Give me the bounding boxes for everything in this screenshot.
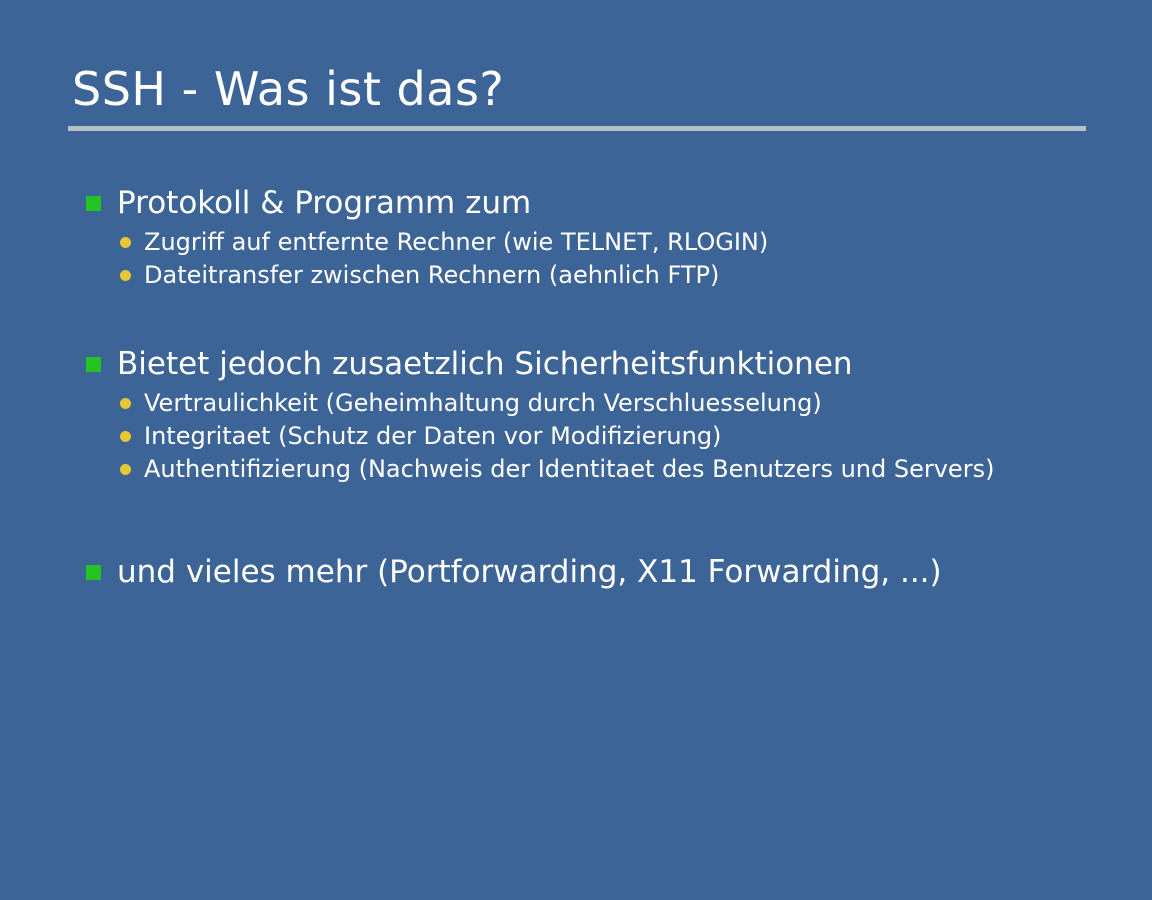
bullet-level1 — [86, 185, 1096, 222]
group-spacer — [86, 316, 1096, 346]
bullet-level1-label: Bietet jedoch zusaetzlich Sicherheitsfunktionen — [117, 346, 853, 383]
bullet-group-1 — [86, 185, 1096, 290]
bullet-level2 — [120, 455, 1096, 484]
bullet-level1 — [86, 346, 1096, 383]
bullet-level2 — [120, 228, 1096, 257]
dot-bullet-icon — [120, 431, 131, 442]
bullet-level1-label: Protokoll & Programm zum — [117, 185, 532, 221]
bullet-level2-label: Integritaet (Schutz der Daten vor Modifizierung) — [144, 421, 722, 450]
square-bullet-icon — [86, 357, 101, 372]
bullet-level1-label: und vieles mehr (Portforwarding, X11 Forwarding, ...) — [117, 554, 942, 591]
title-divider — [68, 126, 1086, 131]
dot-bullet-icon — [120, 464, 131, 475]
bullet-group-3 — [86, 554, 1096, 591]
group-spacer — [86, 510, 1096, 554]
dot-bullet-icon — [120, 270, 131, 281]
bullet-level2-label: Authentifizierung (Nachweis der Identitaet des Benutzers und Servers) — [144, 455, 995, 484]
bullet-level2-label: Zugriff auf entfernte Rechner (wie TELNET, RLOGIN) — [144, 227, 769, 256]
bullet-level2 — [120, 389, 1096, 418]
square-bullet-icon — [86, 196, 101, 211]
bullet-group-2 — [86, 346, 1096, 484]
slide-body — [86, 185, 1096, 617]
page-title: SSH - Was ist das? — [72, 62, 505, 116]
bullet-level2 — [120, 261, 1096, 290]
bullet-level2-label: Vertraulichkeit (Geheimhaltung durch Verschluesselung) — [144, 388, 822, 417]
dot-bullet-icon — [120, 237, 131, 248]
bullet-level2-label: Dateitransfer zwischen Rechnern (aehnlich FTP) — [144, 260, 720, 289]
bullet-level1 — [86, 554, 1096, 591]
dot-bullet-icon — [120, 398, 131, 409]
square-bullet-icon — [86, 565, 101, 580]
bullet-level2 — [120, 422, 1096, 451]
